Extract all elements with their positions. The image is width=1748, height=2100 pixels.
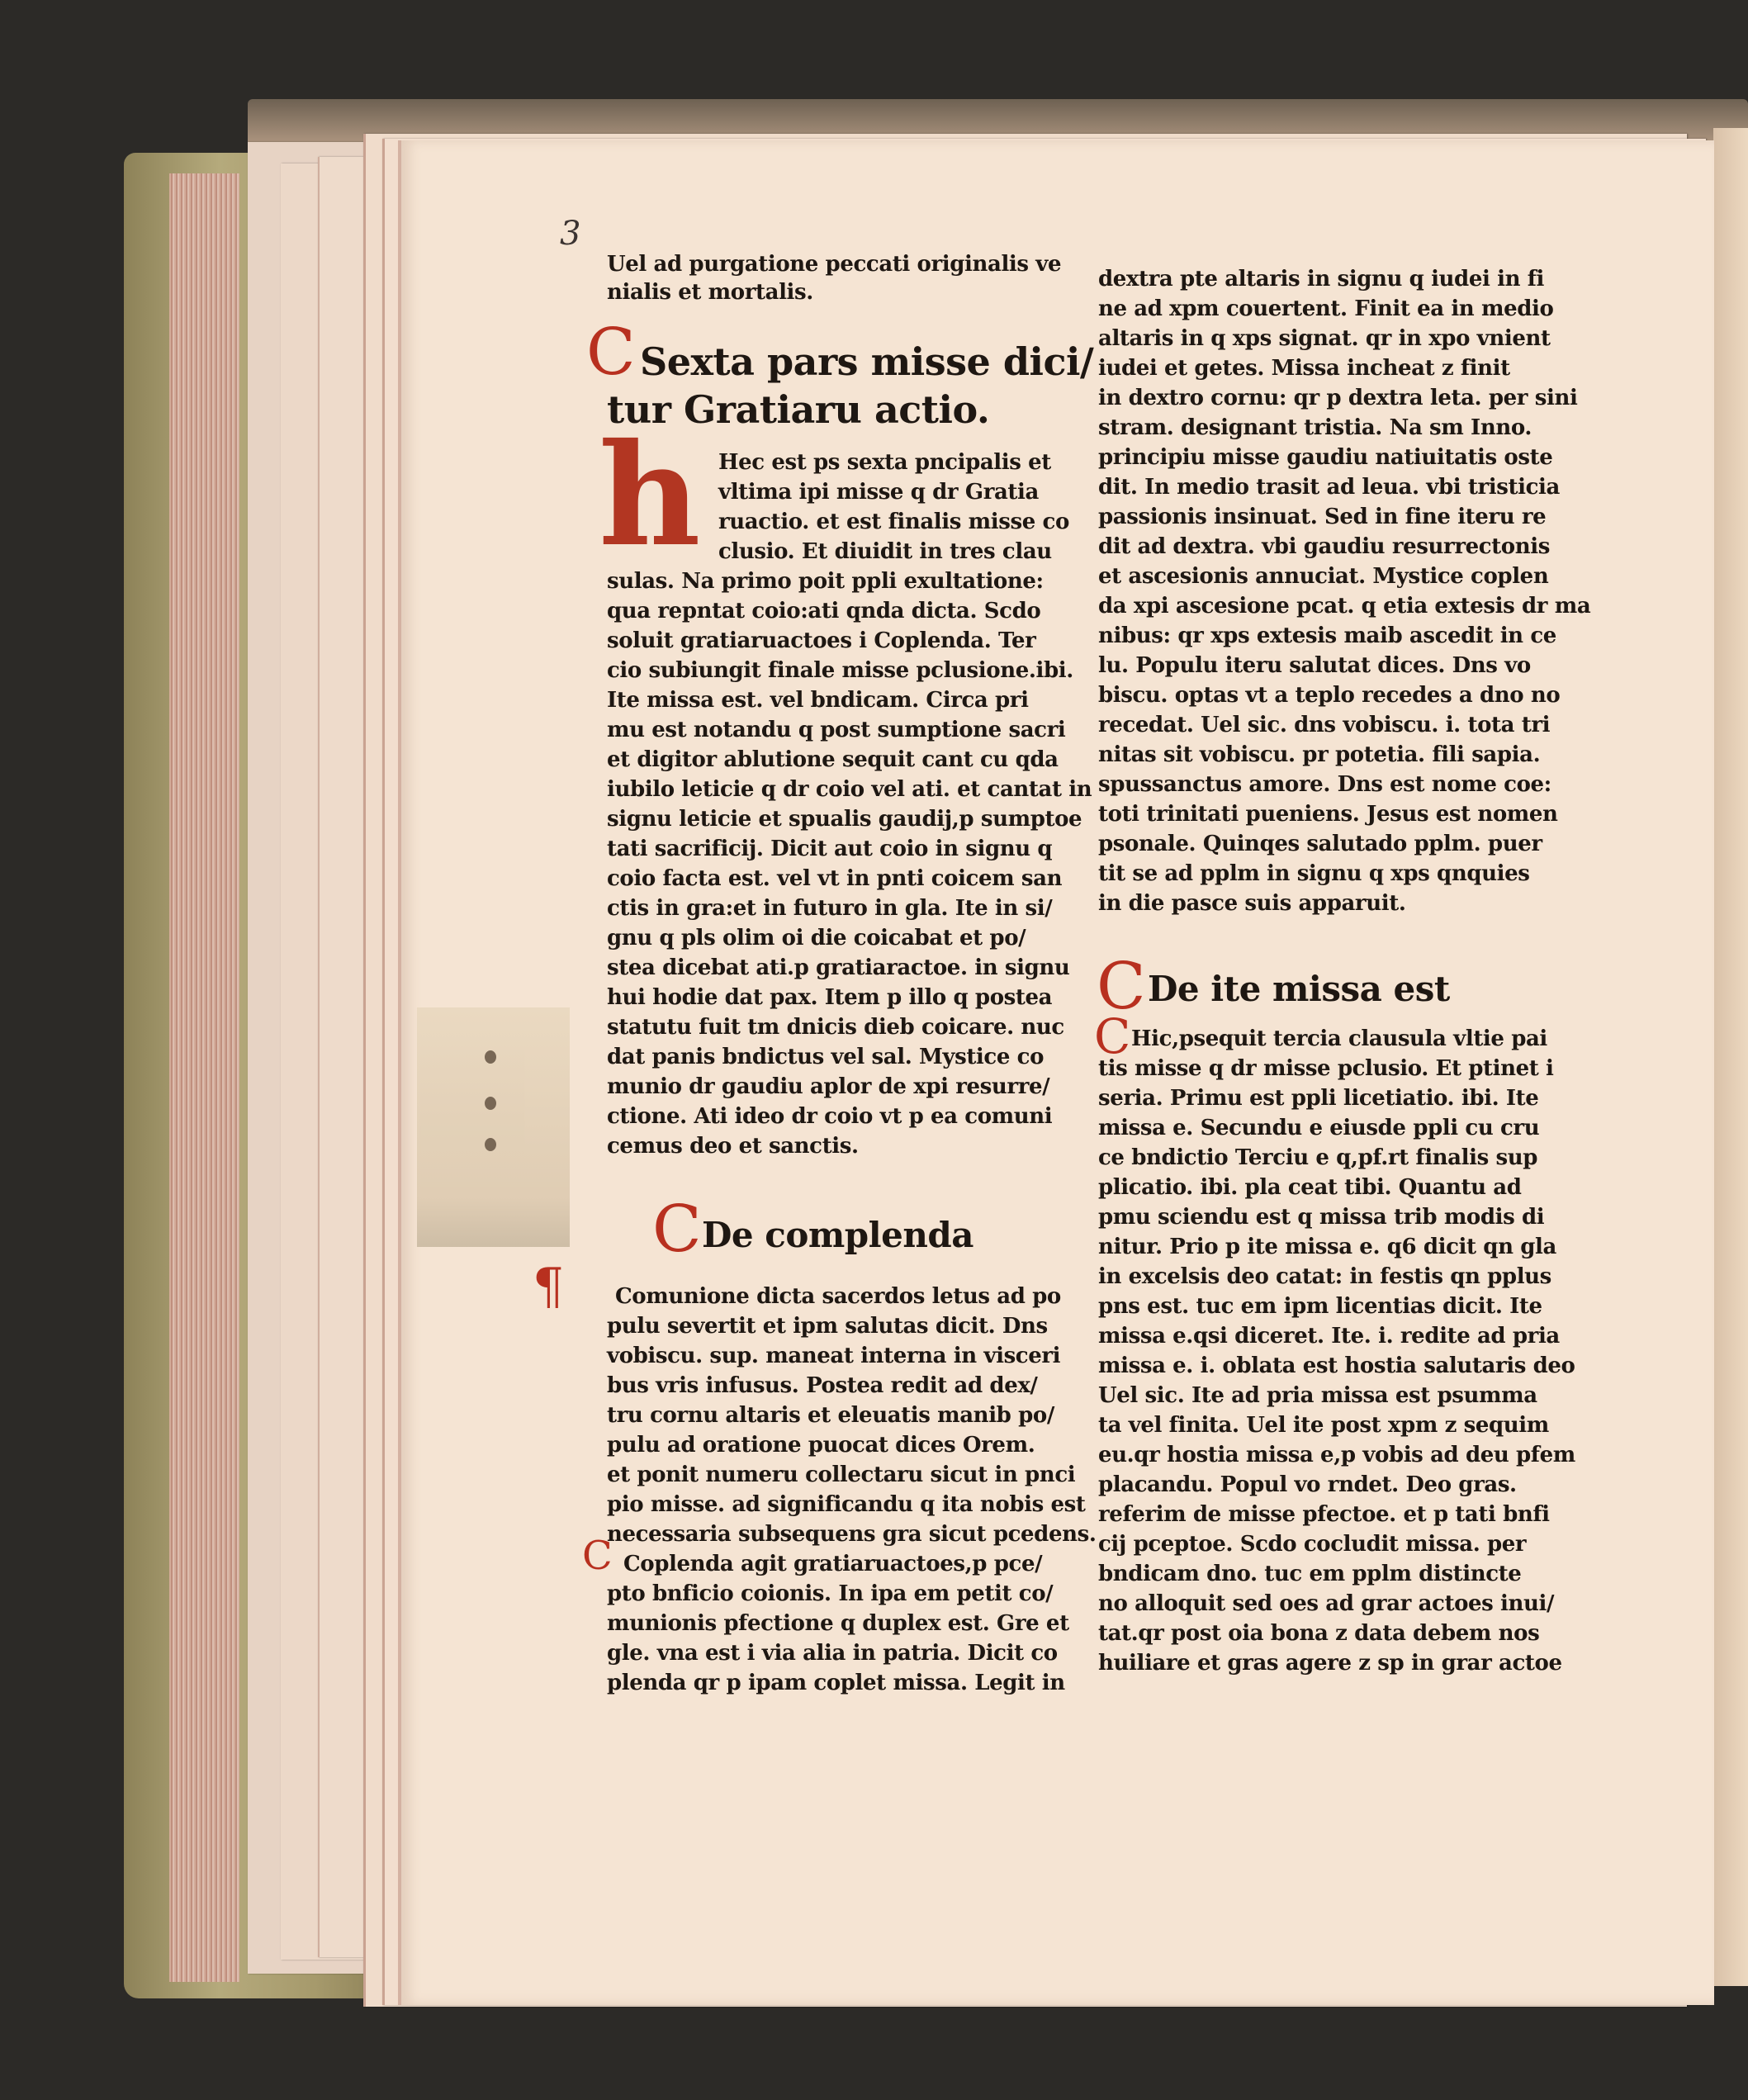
text-line: iubilo leticie q dr coio vel ati. et cantat in [607,777,1092,802]
text-line: stram. designant tristia. Na sm Inno. [1098,415,1532,440]
text-line: cemus deo et sanctis. [607,1134,859,1159]
text-line: qua repntat coio:ati qnda dicta. Scdo [607,599,1041,623]
page-fore-edge [169,173,239,1982]
ink-stain [485,1050,496,1064]
text-line: no alloquit sed oes ad grar actoes inui/ [1098,1591,1555,1616]
red-capitulum-mark: C [582,1533,613,1579]
red-initial-h: h [599,413,701,578]
folio-number: 3 [560,215,581,253]
left-column [533,248,1097,1734]
text-line: signu leticie et spualis gaudij,p sumptoe [607,807,1082,832]
text-line: eu.qr hostia missa e,p vobis ad deu pfem [1098,1443,1575,1467]
text-line: tati sacrificij. Dicit aut coio in signu q [607,837,1053,861]
text-line: dextra pte altaris in signu q iudei in fi [1098,267,1544,292]
text-line: et digitor ablutione sequit cant cu qda [607,747,1059,772]
red-capitulum-mark: C [652,1192,702,1267]
text-line: nibus: qr xps extesis maib ascedit in ce [1098,623,1556,648]
text-line: toti trinitati pueniens. Jesus est nomen [1098,802,1558,827]
text-line: bndicam dno. tuc em pplm distincte [1098,1562,1522,1586]
text-line: in die pasce suis apparuit. [1098,891,1406,916]
text-line: mu est notandu q post sumptione sacri [607,718,1066,742]
red-capitulum-mark: C [1094,1008,1131,1064]
text-line: cij pceptoe. Scdo cocludit missa. per [1098,1532,1527,1557]
text-line: munio dr gaudiu aplor de xpi resurre/ [607,1074,1050,1099]
facing-page-edge [1713,128,1748,1986]
text-line: altaris in q xps signat. qr in xpo vnient [1098,326,1551,351]
paper-repair-patch [417,1007,570,1247]
text-line: statutu fuit tm dnicis dieb coicare. nuc [607,1015,1064,1040]
text-line: lu. Populu iteru salutat dices. Dns vo [1098,653,1531,678]
text-line: hui hodie dat pax. Item p illo q postea [607,985,1053,1010]
text-line: tis misse q dr misse pclusio. Et ptinet i [1098,1056,1554,1081]
text-line: in excelsis deo catat: in festis qn pplus [1098,1264,1551,1289]
text-line: da xpi ascesione pcat. q etia extesis dr ma [1098,594,1591,619]
text-line: munionis pfectione q duplex est. Gre et [607,1611,1069,1636]
text-line: ce bndictio Terciu e q,pf.rt finalis sup [1098,1145,1537,1170]
text-line: pns est. tuc em ipm licentias dicit. Ite [1098,1294,1542,1319]
section-heading: De ite missa est [1148,969,1450,1009]
text-line: pulu ad oratione puocat dices Orem. [607,1433,1035,1458]
text-line: cio subiungit finale misse pclusione.ibi. [607,658,1073,683]
text-line: soluit gratiaruactoes i Coplenda. Ter [607,628,1036,653]
text-line: pmu sciendu est q missa trib modis di [1098,1205,1545,1230]
text-line: nitas sit vobiscu. pr potetia. fili sapia. [1098,742,1541,767]
text-line: iudei et getes. Missa incheat z finit [1098,356,1510,381]
text-line: gle. vna est i via alia in patria. Dicit co [607,1641,1058,1666]
text-line: coio facta est. vel vt in pnti coicem san [607,866,1063,891]
text-line: Comunione dicta sacerdos letus ad po [615,1284,1061,1309]
text-line: huiliare et gras agere z sp in grar actoe [1098,1651,1562,1676]
text-line: tit se ad pplm in signu q xps qnquies [1098,861,1530,886]
text-line: Ite missa est. vel bndicam. Circa pri [607,688,1029,713]
text-line: et ponit numeru collectaru sicut in pnci [607,1462,1076,1487]
red-paragraph-mark: ¶ [533,1258,565,1315]
text-line: pulu severtit et ipm salutas dicit. Dns [607,1314,1048,1339]
text-line: plicatio. ibi. pla ceat tibi. Quantu ad [1098,1175,1522,1200]
text-line: pto bnficio coionis. In ipa em petit co/ [607,1581,1054,1606]
text-line: spussanctus amore. Dns est nome coe: [1098,772,1551,797]
text-line: missa e.qsi diceret. Ite. i. redite ad pria [1098,1324,1560,1349]
text-line: tru cornu altaris et eleuatis manib po/ [607,1403,1054,1428]
text-line: pio misse. ad significandu q ita nobis est [607,1492,1086,1517]
section-heading: Sexta pars misse dici/ [640,339,1094,384]
text-line: plenda qr p ipam coplet missa. Legit in [607,1671,1065,1695]
ink-stain [485,1097,496,1110]
text-line: ruactio. et est finalis misse co [718,510,1069,534]
text-line: clusio. Et diuidit in tres clau [718,539,1052,564]
text-line: gnu q pls olim oi die coicabat et po/ [607,926,1026,950]
text-line: nialis et mortalis. [607,280,813,305]
text-line: referim de misse pfectoe. et p tati bnfi [1098,1502,1550,1527]
text-line: principiu misse gaudiu natiuitatis oste [1098,445,1553,470]
text-line: in dextro cornu: qr p dextra leta. per sini [1098,386,1578,410]
text-line: missa e. i. oblata est hostia salutaris deo [1098,1353,1575,1378]
text-line: nitur. Prio p ite missa e. q6 dicit qn gla [1098,1235,1556,1259]
text-line: dit ad dextra. vbi gaudiu resurrectonis [1098,534,1550,559]
section-heading: tur Gratiaru actio. [607,387,990,432]
text-line: tat.qr post oia bona z data debem nos [1098,1621,1540,1646]
text-line: sulas. Na primo poit ppli exultatione: [607,569,1044,594]
text-line: biscu. optas vt a teplo recedes a dno no [1098,683,1561,708]
ink-stain [485,1138,496,1151]
text-line: ctis in gra:et in futuro in gla. Ite in si/ [607,896,1053,921]
text-line: recedat. Uel sic. dns vobiscu. i. tota tri [1098,713,1551,737]
text-line: missa e. Secundu e eiusde ppli cu cru [1098,1116,1540,1140]
red-capitulum-mark: C [586,315,636,390]
text-line: psonale. Quinqes salutado pplm. puer [1098,832,1542,856]
text-line: vobiscu. sup. maneat interna in visceri [607,1344,1061,1368]
text-line: Hic,psequit tercia clausula vltie pai [1131,1026,1547,1051]
text-line: ta vel finita. Uel ite post xpm z sequim [1098,1413,1549,1438]
section-heading: De complenda [702,1215,973,1255]
text-line: vltima ipi misse q dr Gratia [718,480,1039,505]
text-line: Uel ad purgatione peccati originalis ve [607,252,1062,277]
text-line: et ascesionis annuciat. Mystice coplen [1098,564,1549,589]
text-line: passionis insinuat. Sed in fine iteru re [1098,505,1547,529]
text-line: dit. In medio trasit ad leua. vbi tristicia [1098,475,1560,500]
text-line: seria. Primu est ppli licetiatio. ibi. Ite [1098,1086,1539,1111]
text-line: ctione. Ati ideo dr coio vt p ea comuni [607,1104,1053,1129]
text-line: bus vris infusus. Postea redit ad dex/ [607,1373,1038,1398]
right-column [1094,263,1591,1749]
text-line: placandu. Popul vo rndet. Deo gras. [1098,1472,1517,1497]
text-line: Hec est ps sexta pncipalis et [718,450,1051,475]
text-line: dat panis bndictus vel sal. Mystice co [607,1045,1045,1069]
text-line: Uel sic. Ite ad pria missa est psumma [1098,1383,1537,1408]
red-capitulum-mark: C [1097,950,1146,1024]
text-line: stea dicebat ati.p gratiaractoe. in signu [607,955,1070,980]
text-line: necessaria subsequens gra sicut pcedens. [607,1522,1097,1547]
text-line: ne ad xpm couertent. Finit ea in medio [1098,296,1554,321]
text-line: Coplenda agit gratiaruactoes,p pce/ [623,1552,1043,1576]
